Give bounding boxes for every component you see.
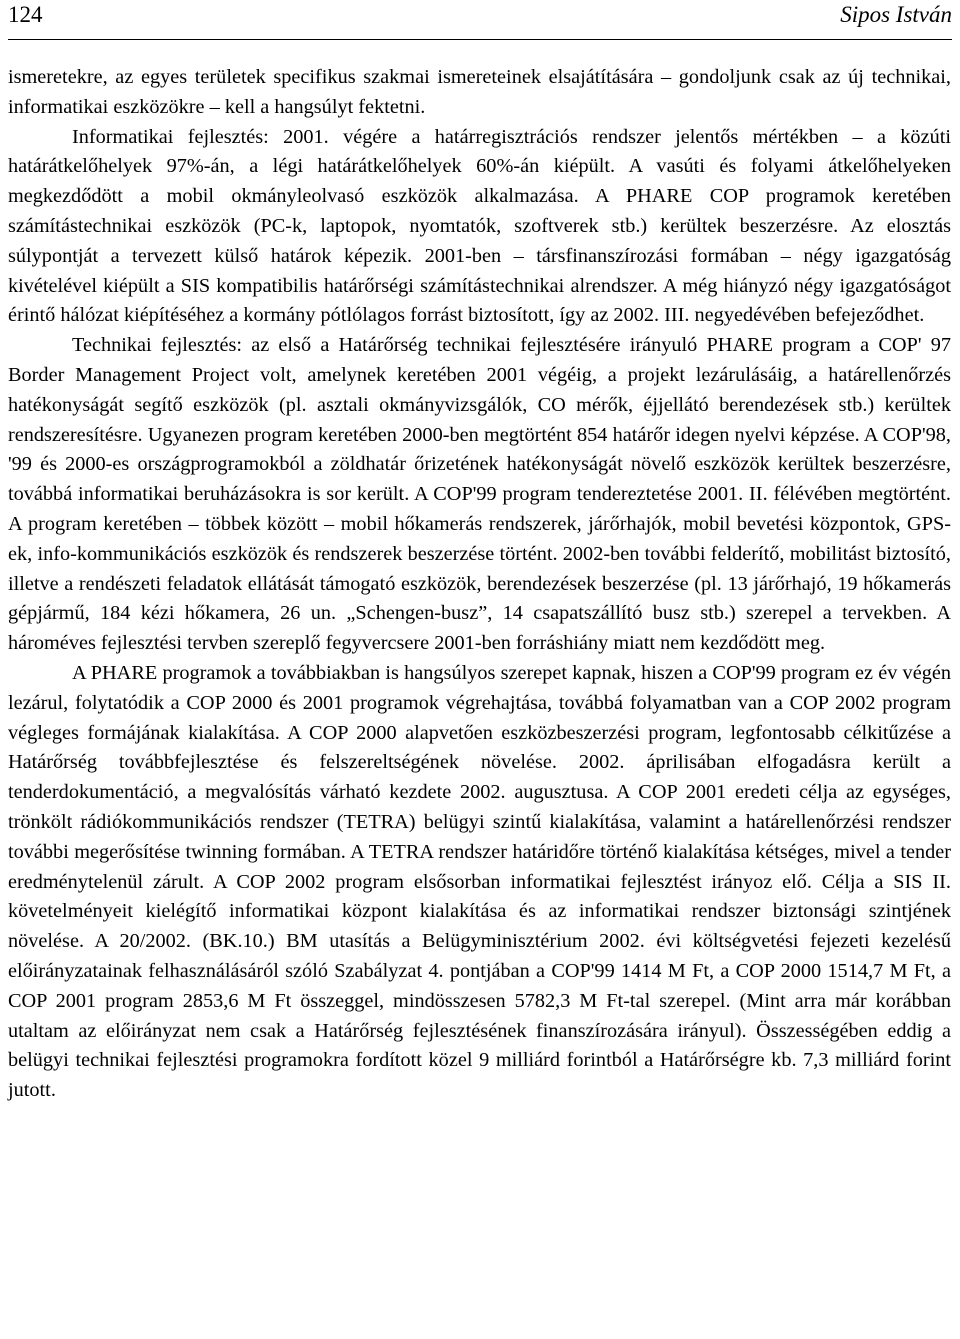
header-divider bbox=[8, 39, 952, 40]
paragraph-technical-development: Technikai fejlesztés: az első a Határőrség technikai fejlesztésére irányuló PHARE program a COP' 97 Border Management Project volt, amelynek keretében 2001 végéig, a projekt lezárulásáig, a határellenőrzés hatékonyságát segítő eszközök (pl. asztali okmányvizsgálók, CO mérők, éjjellátó berendezések stb.) kerültek rendszeresítésre. Ugyanezen program keretében 2000-ben megtörtént 854 határőr idegen nyelvi képzése. A COP'98, '99 és 2000-es országprogramokból a zöldhatár őrizetének hatékonyságát növelő eszközök kerültek beszerzésre, továbbá informatikai beruházásokra is sor került. A COP'99 program tendereztetése 2001. II. félévében megtörtént. A program keretében – többek között – mobil hőkamerás rendszerek, járőrhajók, mobil bevetési központok, GPS-ek, info-kommunikációs eszközök és rendszerek beszerzése történt. 2002-ben további felderítő, mobilitást biztosító, illetve a rendészeti feladatok ellátását támogató eszközök, berendezések beszerzése (pl. 13 járőrhajó, 19 hőkamerás gépjármű, 184 kézi hőkamera, 26 un. „Schengen-busz”, 14 csapatszállító busz stb.) szerepel a tervekben. A hároméves fejlesztési tervben szereplő fegyvercsere 2001-ben forráshiány miatt nem kezdődött meg. bbox=[8, 334, 951, 655]
paragraph-continuation: ismeretekre, az egyes területek specifikus szakmai ismereteinek elsajátítására – gondoljunk csak az új technikai, informatikai eszközökre – kell a hangsúlyt fektetni. bbox=[8, 66, 951, 118]
page-header bbox=[8, 0, 952, 40]
body-text bbox=[8, 63, 951, 1106]
paragraph-informatics-development: Informatikai fejlesztés: 2001. végére a határregisztrációs rendszer jelentős mértékben – a közúti határátkelőhelyek 97%-án, a légi határátkelőhelyek 60%-án kiépült. A vasúti és folyami átkelőhelyeken megkezdődött a mobil okmányleolvasó eszközök alkalmazása. A PHARE COP programok keretében számítástechnikai eszközök (PC-k, laptopok, nyomtatók, szoftverek stb.) kerültek beszerzésre. Az elosztás súlypontját a tervezett külső határok képezik. 2001-ben – társfinanszírozási formában – négy igazgatóság kivételével kiépült a SIS kompatibilis határőrségi számítástechnikai alrendszer. A még hiányzó négy igazgatóságot érintő hálózat kiépítéséhez a kormány pótlólagos forrást biztosított, így az 2002. III. negyedévében befejeződhet. bbox=[8, 125, 951, 327]
paragraph-phare-programs: A PHARE programok a továbbiakban is hangsúlyos szerepet kapnak, hiszen a COP'99 program ez év végén lezárul, folytatódik a COP 2000 és 2001 programok végrehajtása, továbbá folyamatban van a COP 2002 program végleges formájának kialakítása. A COP 2000 alapvetően eszközbeszerzési program, legfontosabb célkitűzése a Határőrség továbbfejlesztése és felszereltségének növelése. 2002. áprilisában elfogadásra került a tenderdokumentáció, a megvalósítás várható kezdete 2002. augusztusa. A COP 2001 eredeti célja az egységes, trönkölt rádiókommunikációs rendszer (TETRA) belügyi szintű kialakítása, valamint a határellenőrzési rendszer további megerősítése twinning formában. A TETRA rendszer határidőre történő kialakítása kétséges, mivel a tender eredménytelenül zárult. A COP 2002 program elsősorban informatikai fejlesztést irányoz elő. Célja a SIS II. követelményeit kielégítő informatikai központ kialakítása és az informatikai rendszer biztonsági szintjének növelése. A 20/2002. (BK.10.) BM utasítás a Belügyminisztérium 2002. évi költségvetési fejezeti kezelésű előirányzatainak felhasználásáról szóló Szabályzat 4. pontjában a COP'99 1414 M Ft, a COP 2000 1514,7 M Ft, a COP 2001 program 2853,6 M Ft összeggel, mindösszesen 5782,3 M Ft-tal szerepel. (Mint arra már korábban utaltam az előirányzat nem csak a Határőrség fejlesztésének finanszírozására irányul). Összességében eddig a belügyi technikai fejlesztési programokra fordított közel 9 milliárd forintból a Határőrségre kb. 7,3 milliárd forint jutott. bbox=[8, 661, 951, 1102]
page-number: 124 bbox=[8, 2, 43, 27]
running-title: Sipos István bbox=[840, 2, 952, 27]
